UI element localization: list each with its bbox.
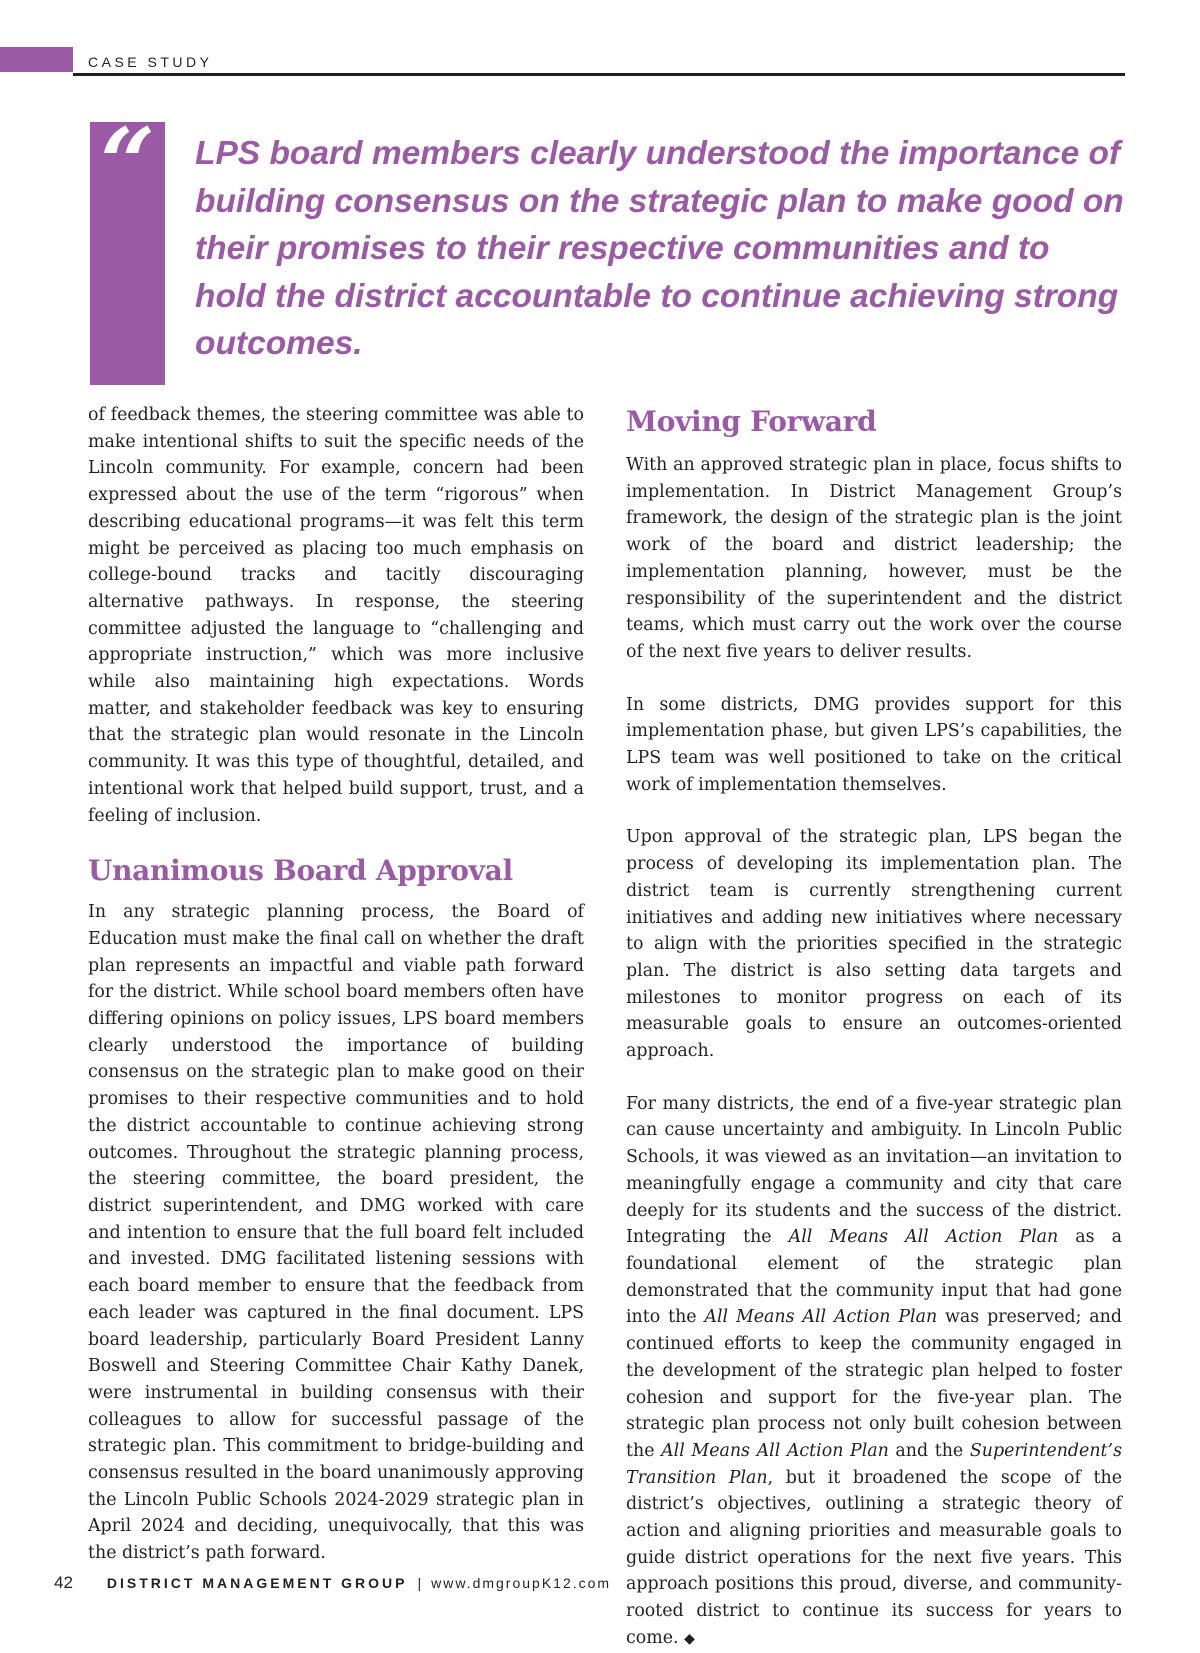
page-number: 42 [54, 1573, 73, 1592]
footer-url[interactable]: www.dmgroupK12.com [431, 1575, 612, 1591]
text-run: , but it broadened the scope of the district’s objectives, outlining a strategic theory of action and aligning priorities and measurable goals to guide district operations for the next five years. This approach positions this proud, diverse, and community-rooted district to continue its success for years to come. [626, 1467, 1122, 1648]
section-tab-accent [0, 47, 73, 72]
section-heading-moving-forward: Moving Forward [626, 405, 877, 438]
section-heading-approval: Unanimous Board Approval [88, 854, 513, 888]
text-run: was preserved; and continued efforts to keep the community engaged in the development of the strategic plan helped to foster cohesion and support for the five-year plan. The strategic plan process not only built cohesion between the [626, 1307, 1122, 1461]
plan-title: Superintendent’s Transition Plan [626, 1440, 1122, 1488]
end-diamond-icon: ◆ [684, 1630, 695, 1647]
moving-forward-paragraph-4 [626, 1091, 1122, 1653]
text-run: For many districts, the end of a five-year strategic plan can cause uncertainty and ambiguity. In Lincoln Public Schools, it was viewed as an invitation—an invitation to meaningfully engage a community and city that care deeply for its students and the success of the district. Integrating the [626, 1093, 1122, 1248]
moving-forward-paragraph-3: Upon approval of the strategic plan, LPS began the process of developing its implementation plan. The district team is currently strengthening current initiatives and adding new initiatives where necessary to align with the priorities specified in the strategic plan. The district is also setting data targets and milestones to monitor progress on each of its measurable goals to ensure an outcomes-oriented approach. [626, 827, 1122, 1062]
footer-separator: | [417, 1575, 422, 1591]
intro-paragraph: of feedback themes, the steering committee was able to make intentional shifts to suit the specific needs of the Lincoln community. For example, concern had been expressed about the use of the term “rigorous” when describing educational programs—it was felt this term might be perceived as placing too much emphasis on college-bound tracks and tacitly discouraging alternative pathways. In response, the steering committee adjusted the language to “challenging and appropriate instruction,” which was more inclusive while also maintaining high expectations. Words matter, and stakeholder feedback was key to ensuring that the strategic plan would resonate in the Lincoln community. It was this type of thoughtful, detailed, and intentional work that helped build support, trust, and a feeling of inclusion. [88, 405, 584, 826]
plan-title: All Means All Action Plan [661, 1440, 889, 1461]
footer-brand: DISTRICT MANAGEMENT GROUP [106, 1575, 408, 1591]
moving-forward-paragraph-2: In some districts, DMG provides support for this implementation phase, but given LPS’s capabilities, the LPS team was well positioned to take on the critical work of implementation themselves. [626, 694, 1122, 795]
left-column [88, 402, 584, 1567]
pull-quote: LPS board members clearly understood the importance of building consensus on the strategic plan to make good on their promises to their respective communities and to hold the district accountable to continue achieving strong outcomes. [195, 135, 1124, 362]
header-rule [73, 73, 1125, 76]
right-column [626, 402, 1122, 1653]
quote-mark-icon: “ [100, 107, 156, 220]
approval-paragraph: In any strategic planning process, the Board of Education must make the final call on whether the draft plan represents an impactful and viable path forward for the district. While school board members often have differing opinions on policy issues, LPS board members clearly understood the importance of building consensus on the strategic plan to make good on their promises to their respective communities and to hold the district accountable to continue achieving strong outcomes. Throughout the strategic planning process, the steering committee, the board president, the district superintendent, and DMG worked with care and intention to ensure that the full board felt included and invested. DMG facilitated listening sessions with each board member to ensure that the feedback from each leader was captured in the final document. LPS board leadership, particularly Board President Lanny Boswell and Steering Committee Chair Kathy Danek, were instrumental in building consensus with their colleagues to allow for successful passage of the strategic plan. This commitment to bridge-building and consensus resulted in the board unanimously approving the Lincoln Public Schools 2024-2029 strategic plan in April 2024 and deciding, unequivocally, that this was the district’s path forward. [88, 902, 584, 1564]
section-label: CASE STUDY [88, 54, 213, 70]
plan-title: All Means All Action Plan [704, 1307, 938, 1328]
text-run: and the [888, 1440, 970, 1461]
text-run: as a foundational element of the strategic plan demonstrated that the community input that had gone into the [626, 1227, 1123, 1328]
page-footer [54, 1573, 611, 1593]
moving-forward-paragraph-1: With an approved strategic plan in place, focus shifts to implementation. In District Management Group’s framework, the design of the strategic plan is the joint work of the board and district leadership; the implementation planning, however, must be the responsibility of the superintendent and the district teams, which must carry out the work over the course of the next five years to deliver results. [626, 455, 1122, 662]
plan-title: All Means All Action Plan [788, 1227, 1059, 1248]
